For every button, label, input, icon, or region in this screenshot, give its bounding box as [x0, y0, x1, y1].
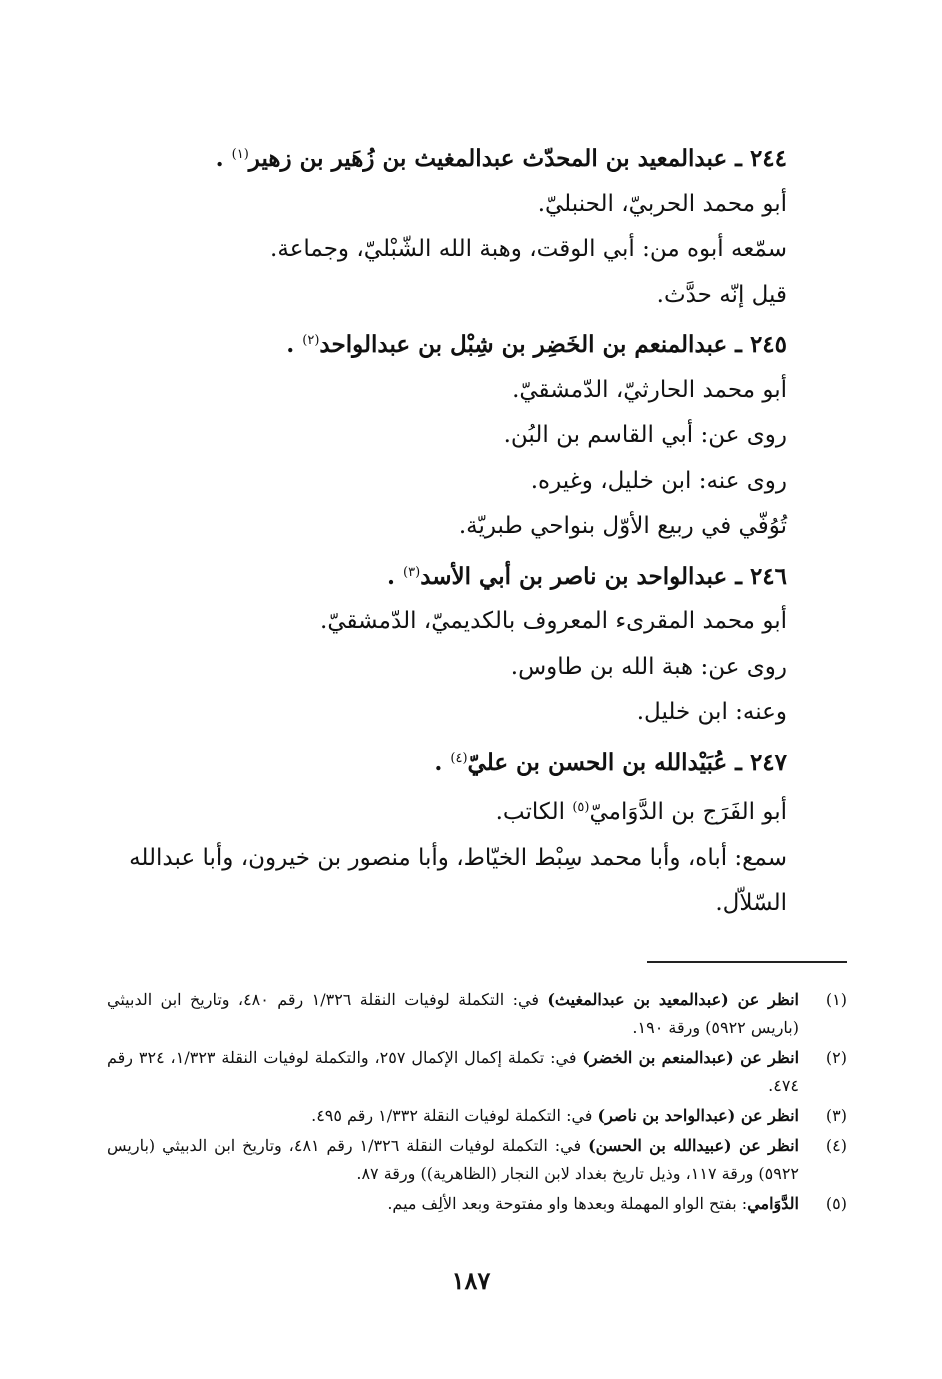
entry-line: أبو محمد الحربيّ، الحنبليّ. — [537, 190, 787, 217]
entry-line: سمع: أباه، وأبا محمد سِبْط الخيّاط، وأبا منصور بن خيرون، وأبا عبدالله السّلاّل. — [129, 844, 787, 916]
entry-line: قيل إنّه حدَّث. — [656, 281, 787, 308]
footnote-number: (٥) — [825, 1194, 847, 1213]
entry-line: تُوُفّي في ربيع الأوّل بنواحي طبريّة. — [458, 513, 787, 539]
footnote-ref[interactable]: (٤) — [450, 750, 468, 766]
footnote-text: انظر عن (عبيدالله بن الحسن) في: التكملة لوفيات النقلة ١/٣٢٦ رقم ٤٨١، وتاريخ ابن الدبيثي (باريس ٥٩٢٢) ورقة ١١٧، وذيل تاريخ بغداد لابن النجار (الظاهرية)) ورقة ٨٧. — [107, 1136, 799, 1183]
entry-line: وعنه: ابن خليل. — [636, 699, 787, 725]
footnote-number: (١) — [825, 990, 847, 1009]
footnote-number: (٤) — [825, 1136, 847, 1155]
footnote — [107, 1190, 847, 1218]
footnote-ref[interactable]: (٣) — [403, 564, 421, 580]
page-number: ١٨٧ — [451, 1266, 491, 1295]
footnote-separator — [647, 961, 847, 963]
footnote-text: انظر عن (عبدالمعيد بن عبدالمغيث) في: التكملة لوفيات النقلة ١/٣٢٦ رقم ٤٨٠، وتاريخ ابن الدبيثي (باريس ٥٩٢٢) ورقة ١٩٠. — [107, 990, 799, 1037]
footnote-ref[interactable]: (٢) — [302, 333, 320, 348]
footnote — [107, 1044, 847, 1100]
entry-line: روى عن: هبة الله بن طاوس. — [510, 653, 787, 680]
entry-line: روى عن: أبي القاسم بن البُن. — [503, 422, 787, 448]
entry-line: أبو الفَرَج بن الدَّوَاميّ$^{(٥)}$ الكاتب. — [495, 799, 787, 825]
footnote-number: (٢) — [825, 1048, 847, 1067]
main-text — [107, 132, 847, 927]
footnote-number: (٣) — [825, 1106, 847, 1125]
entry-line: سمّعه أبوه من: أبي الوقت، وهبة الله الشّبْليّ، وجماعة. — [270, 236, 787, 262]
footnote — [107, 1102, 847, 1130]
footnote — [107, 986, 847, 1042]
footnote-ref[interactable]: (٥) — [572, 800, 590, 815]
footnote — [107, 1132, 847, 1188]
footnote-ref[interactable]: (١) — [231, 147, 249, 162]
entry-title: ٢٤٤ ـ عبدالمعيد بن المحدّث عبدالمغيث بن زُهَير بن زهير$^{(١)}$ . — [215, 145, 787, 172]
entry-title: ٢٤٥ ـ عبدالمنعم بن الخَضِر بن شِبْل بن عبدالواحد$^{(٢)}$ . — [286, 331, 787, 358]
entry-line: أبو محمد الحارثيّ، الدّمشقيّ. — [512, 376, 787, 403]
entry-line: روى عنه: ابن خليل، وغيره. — [530, 467, 787, 494]
entry-title: ٢٤٦ ـ عبدالواحد بن ناصر بن أبي الأسد$^{(٣)}$ . — [387, 562, 787, 590]
footnote-text: انظر عن (عبدالمنعم بن الخضر) في: تكملة إكمال الإكمال ٢٥٧، والتكملة لوفيات النقلة ١/٣٢٣، ٣٢٤ رقم ٤٧٤. — [107, 1048, 800, 1095]
footnote-text: الدَّوَامي: بفتح الواو المهملة وبعدها واو مفتوحة وبعد الألِف ميم. — [387, 1194, 799, 1213]
footnote-text: انظر عن (عبدالواحد بن ناصر) في: التكملة لوفيات النقلة ١/٣٣٢ رقم ٤٩٥. — [311, 1106, 799, 1125]
footnotes — [107, 986, 847, 1220]
entry-title: ٢٤٧ ـ عُبَيْدالله بن الحسن بن عليّ$^{(٤)}$ . — [434, 748, 787, 776]
entry-line: أبو محمد المقرىء المعروف بالكديميّ، الدّمشقيّ. — [320, 608, 787, 634]
